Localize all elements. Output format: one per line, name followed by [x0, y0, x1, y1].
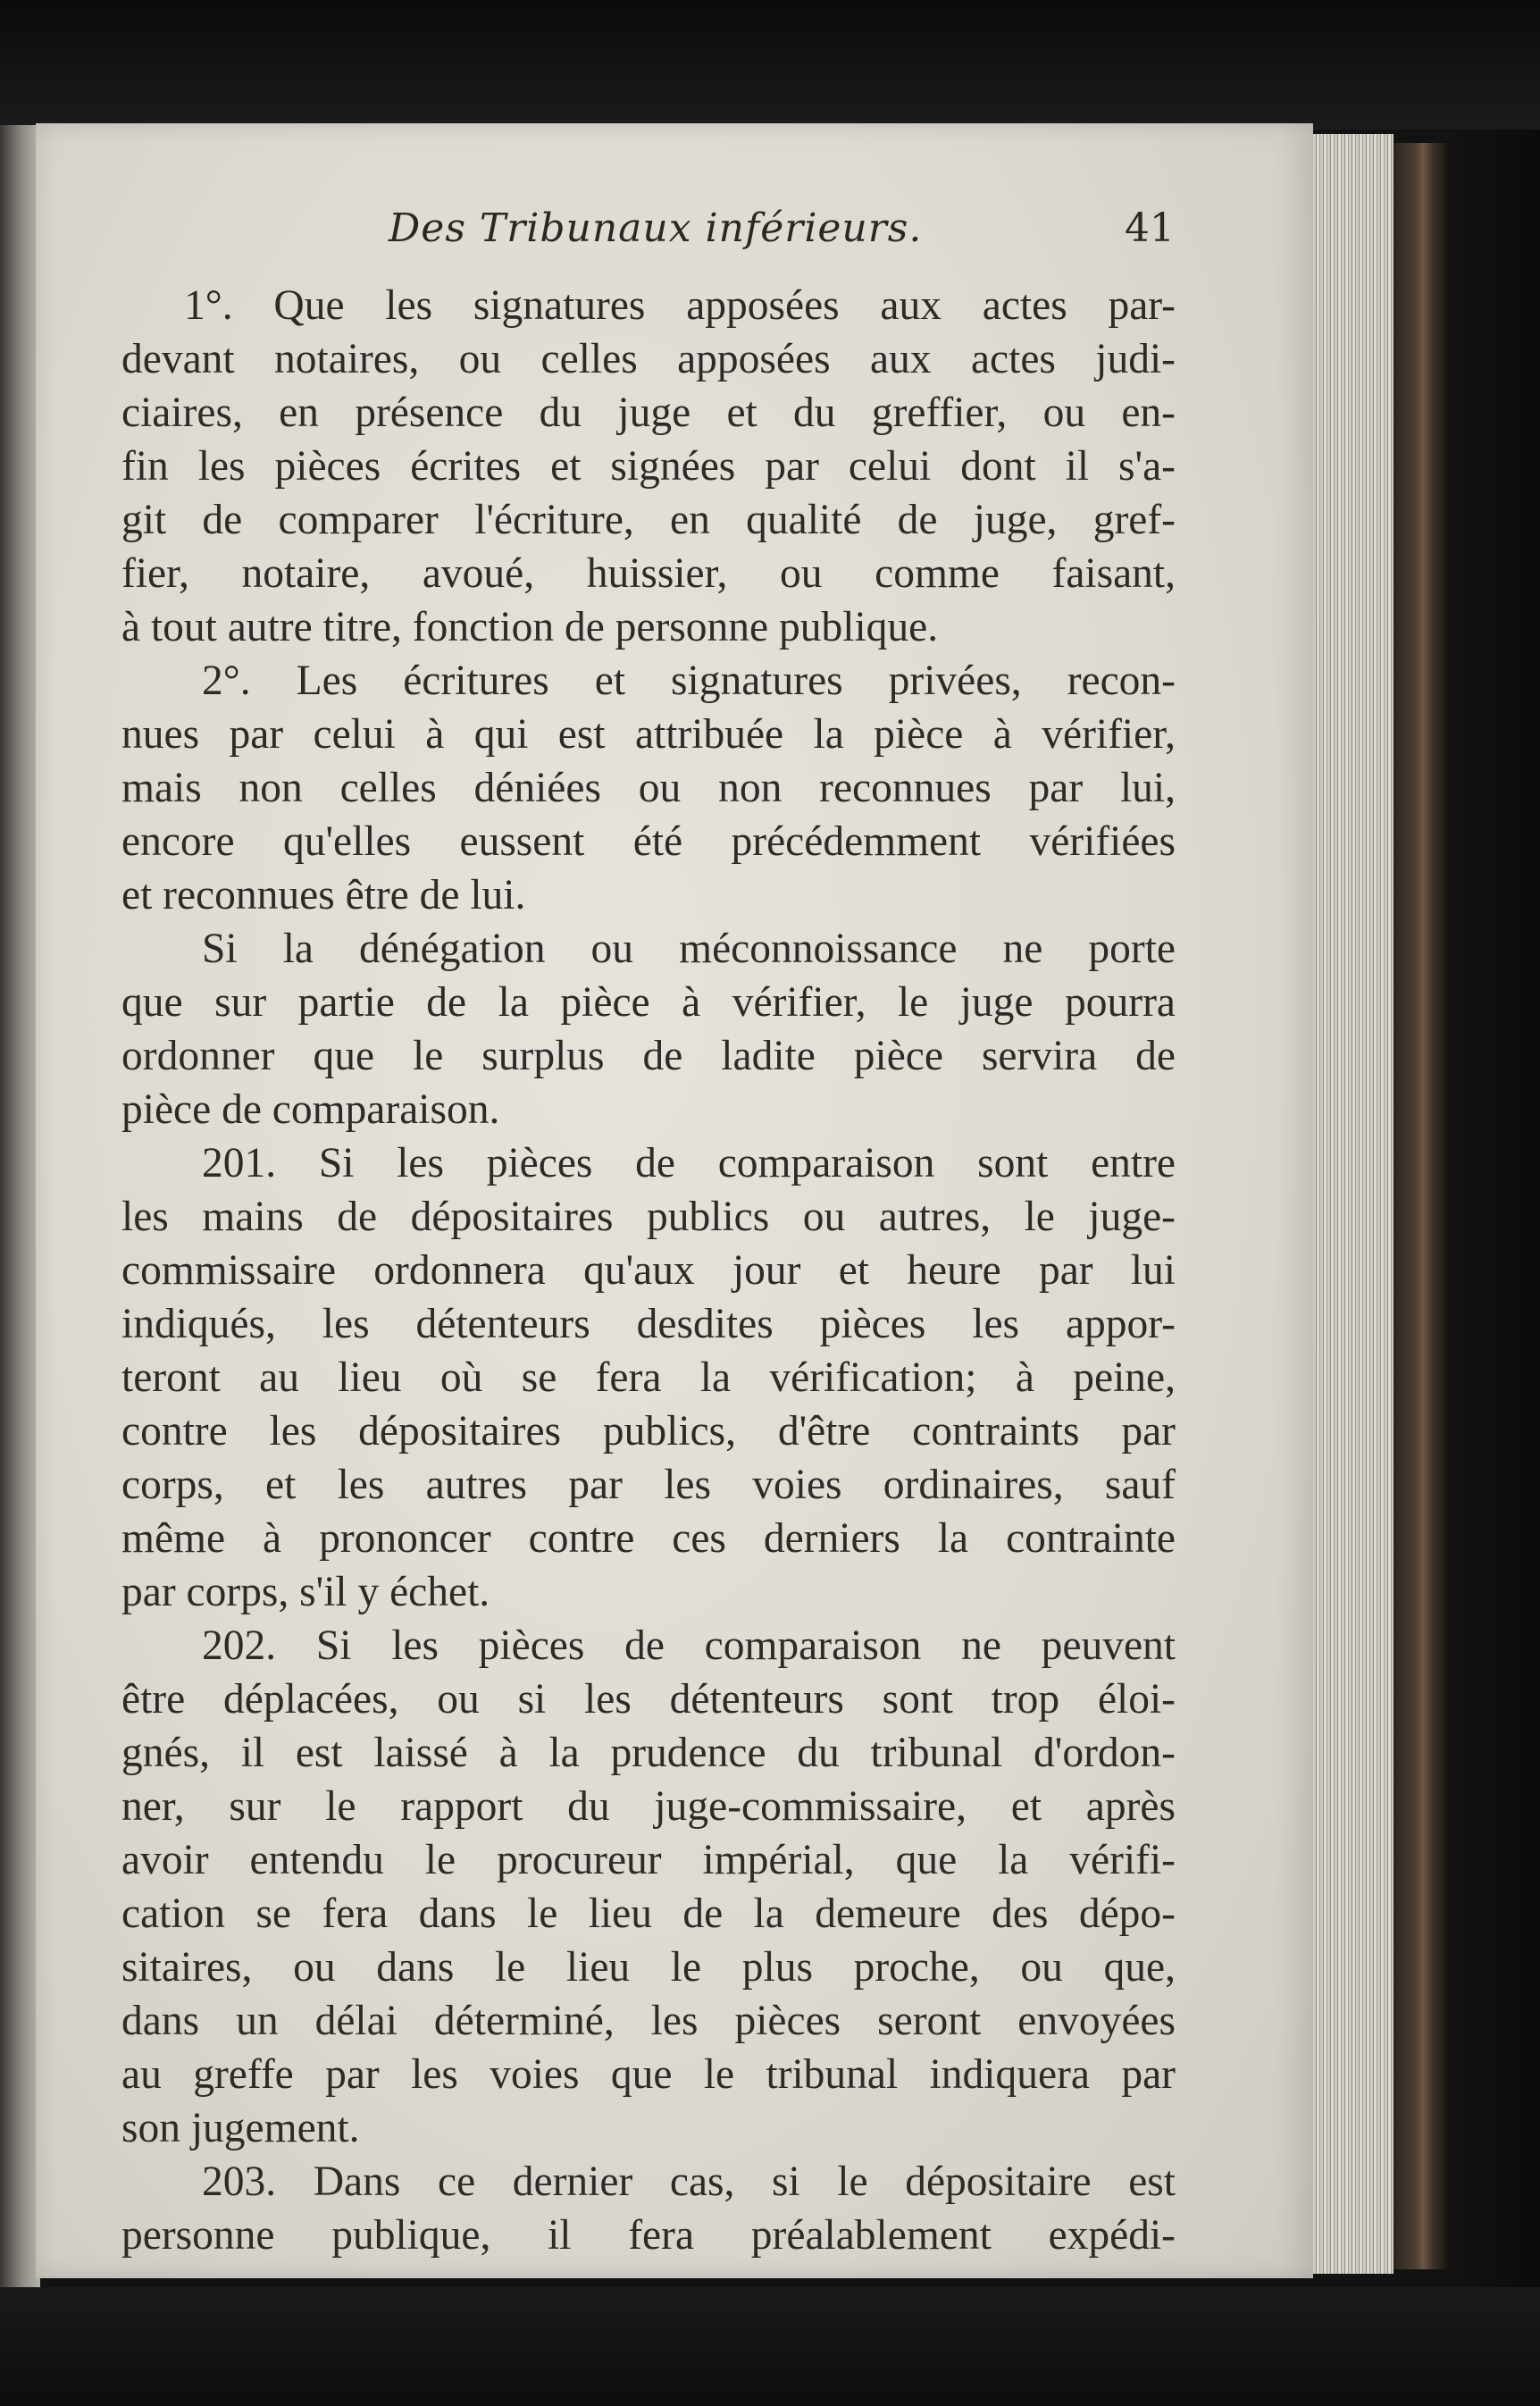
running-header: [389, 195, 1175, 266]
text-line: git de comparer l'écriture, en qualité de juge, gref-: [121, 497, 1176, 543]
text-line: être déplacées, ou si les détenteurs sont trop éloi-: [121, 1676, 1176, 1723]
text-line: ner, sur le rapport du juge-commissaire, et après: [121, 1783, 1176, 1830]
text-line: pièce de comparaison.: [121, 1086, 500, 1133]
text-line: ciaires, en présence du juge et du greffier, ou en-: [121, 390, 1176, 436]
text-line: Si la dénégation ou méconnoissance ne porte: [202, 926, 1176, 972]
text-line: dans un délai déterminé, les pièces seront envoyées: [121, 1998, 1176, 2044]
text-line: 203. Dans ce dernier cas, si le dépositaire est: [202, 2159, 1176, 2205]
page-edges: [1313, 134, 1394, 2274]
text-line: que sur partie de la pièce à vérifier, le juge pourra: [121, 979, 1176, 1026]
text-line: fin les pièces écrites et signées par celui dont il s'a-: [121, 443, 1176, 490]
text-line: commissaire ordonnera qu'aux jour et heure par lui: [121, 1247, 1176, 1294]
text-line: par corps, s'il y échet.: [121, 1569, 490, 1615]
text-line: contre les dépositaires publics, d'être contraints par: [121, 1408, 1176, 1454]
text-line: indiqués, les détenteurs desdites pièces les appor-: [121, 1301, 1176, 1347]
text-line: gnés, il est laissé à la prudence du tribunal d'ordon-: [121, 1730, 1176, 1776]
text-line: 202. Si les pièces de comparaison ne peuvent: [202, 1622, 1176, 1669]
text-line: ordonner que le surplus de ladite pièce servira de: [121, 1033, 1176, 1079]
text-line: mais non celles déniées ou non reconnues par lui,: [121, 765, 1176, 811]
text-line: sitaires, ou dans le lieu le plus proche, ou que,: [121, 1944, 1176, 1991]
dark-background-bottom: [0, 2287, 1540, 2406]
text-line: personne publique, il fera préalablement expédi-: [121, 2212, 1176, 2259]
text-line: teront au lieu où se fera la vérification; à peine,: [121, 1354, 1176, 1401]
text-line: devant notaires, ou celles apposées aux actes judi-: [121, 336, 1176, 382]
text-line: son jugement.: [121, 2105, 360, 2151]
text-line: 201. Si les pièces de comparaison sont entre: [202, 1140, 1176, 1186]
text-line: cation se fera dans le lieu de la demeure des dépo-: [121, 1890, 1176, 1937]
text-line: les mains de dépositaires publics ou autres, le juge-: [121, 1194, 1176, 1240]
dark-background-right: [1447, 130, 1540, 2292]
text-line: au greffe par les voies que le tribunal indiquera par: [121, 2051, 1176, 2098]
running-title: Des Tribunaux inférieurs.: [389, 205, 923, 251]
text-line: fier, notaire, avoué, huissier, ou comme faisant,: [121, 550, 1176, 597]
text-line: 2°. Les écritures et signatures privées, recon-: [202, 658, 1176, 704]
text-line: encore qu'elles eussent été précédemment vérifiées: [121, 818, 1176, 865]
body-text: [121, 279, 1176, 2262]
text-line: à tout autre titre, fonction de personne publique.: [121, 604, 939, 650]
left-book-edge: [0, 125, 40, 2287]
text-line: même à prononcer contre ces derniers la contrainte: [121, 1515, 1176, 1562]
text-line: nues par celui à qui est attribuée la pièce à vérifier,: [121, 711, 1176, 758]
text-line: corps, et les autres par les voies ordinaires, sauf: [121, 1462, 1176, 1508]
text-line: 1°. Que les signatures apposées aux actes par-: [184, 282, 1176, 329]
text-line: et reconnues être de lui.: [121, 872, 526, 918]
dark-background-top: [0, 0, 1540, 130]
book-cover-edge: [1394, 143, 1447, 2269]
page-number: 41: [1125, 205, 1175, 251]
text-line: avoir entendu le procureur impérial, que la vérifi-: [121, 1837, 1176, 1883]
